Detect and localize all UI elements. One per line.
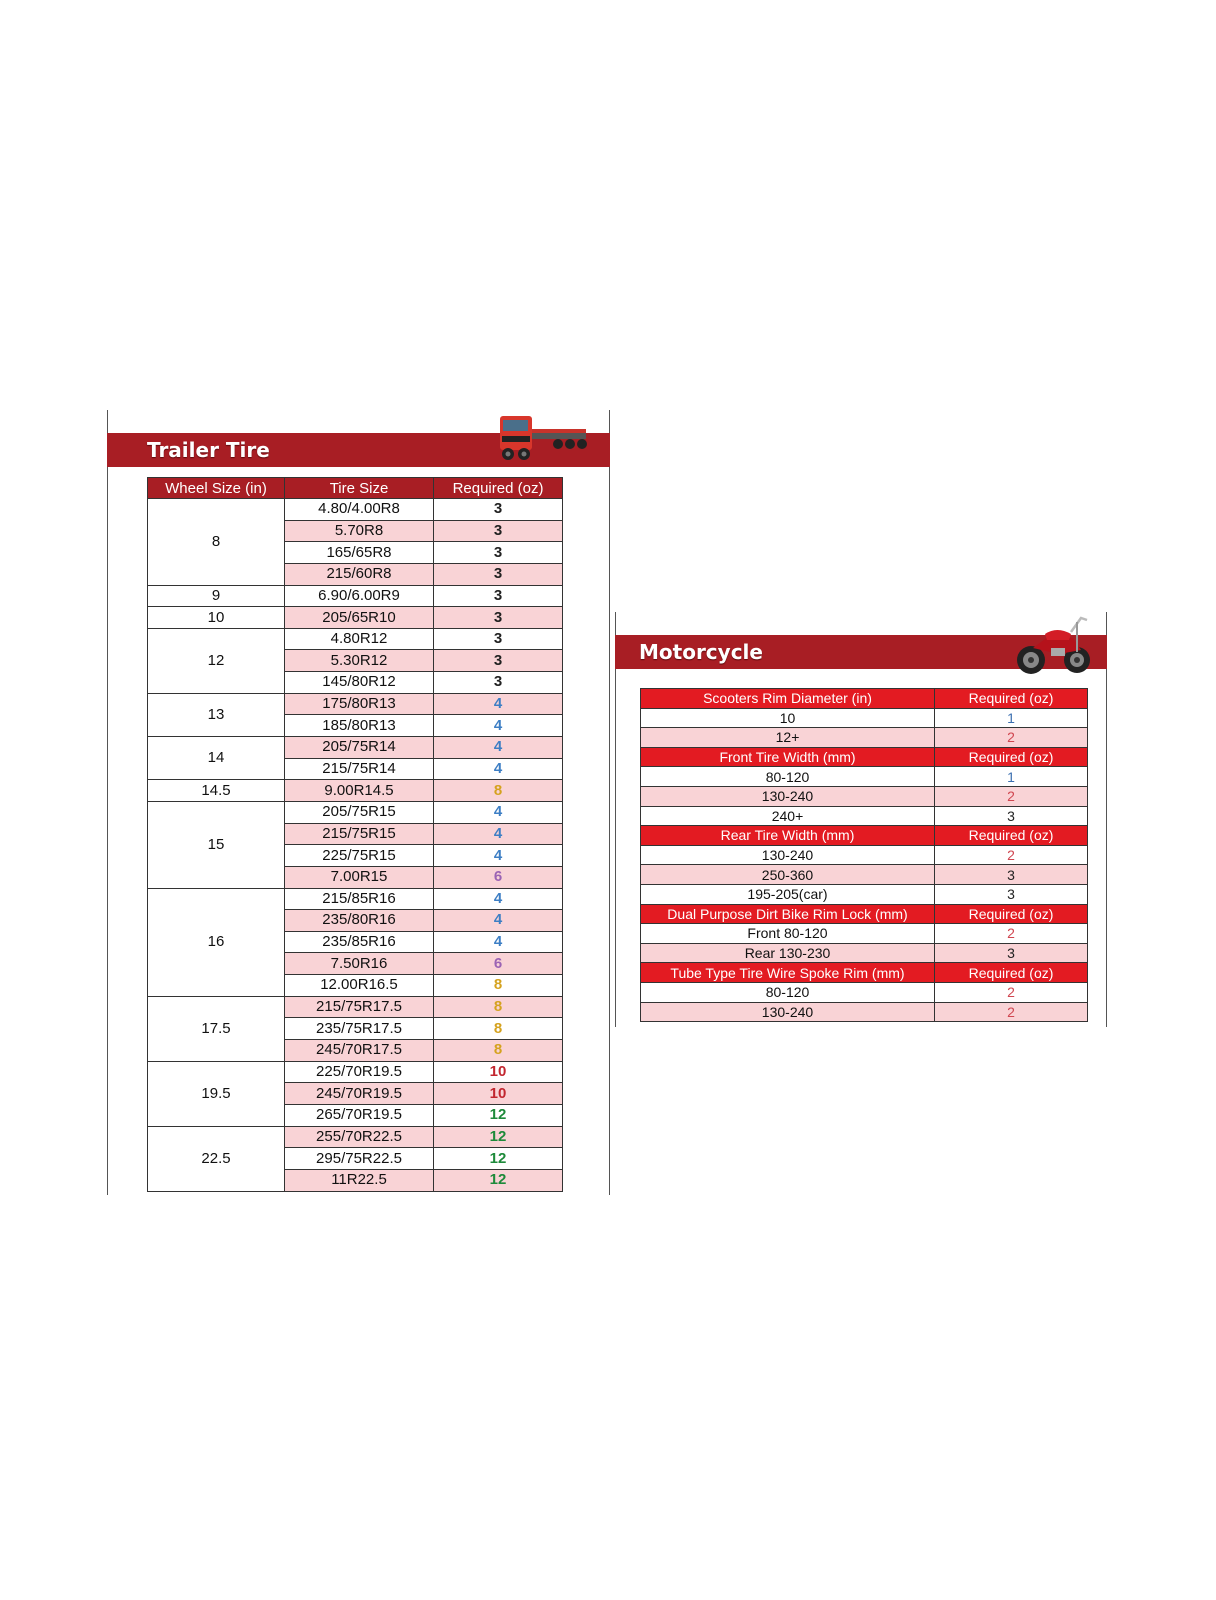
required-oz-cell: 10 [434,1083,563,1105]
required-oz-cell: 4 [434,888,563,910]
tire-size-cell: 6.90/6.00R9 [285,585,434,607]
required-oz-cell: 3 [935,806,1088,826]
table-row [641,728,1088,748]
size-cell: 10 [641,708,935,728]
required-oz-cell: 4 [434,737,563,759]
size-cell: 130-240 [641,845,935,865]
required-oz-cell: 12 [434,1169,563,1191]
wheel-size-cell: 22.5 [148,1126,285,1191]
tire-size-cell: 145/80R12 [285,672,434,694]
tire-size-cell: 9.00R14.5 [285,780,434,802]
size-cell: 80-120 [641,982,935,1002]
required-oz-cell: 6 [434,866,563,888]
required-oz-cell: 3 [434,585,563,607]
required-oz-cell: 6 [434,953,563,975]
required-oz-cell: 3 [935,884,1088,904]
required-oz-cell: 12 [434,1148,563,1170]
tire-size-header: Tire Size [285,478,434,499]
required-oz-cell: 3 [434,542,563,564]
tire-size-cell: 245/70R19.5 [285,1083,434,1105]
size-cell: 250-360 [641,865,935,885]
required-oz-cell: 3 [434,650,563,672]
section-label: Rear Tire Width (mm) [641,826,935,846]
required-oz-cell: 2 [935,982,1088,1002]
tire-size-cell: 5.30R12 [285,650,434,672]
moto-title: Motorcycle [639,640,763,664]
size-cell: 130-240 [641,786,935,806]
tire-size-cell: 165/65R8 [285,542,434,564]
tire-size-cell: 205/75R15 [285,801,434,823]
required-oz-cell: 1 [935,767,1088,787]
tire-size-cell: 7.00R15 [285,866,434,888]
section-required-label: Required (oz) [935,963,1088,983]
wheel-size-cell: 19.5 [148,1061,285,1126]
required-oz-cell: 4 [434,845,563,867]
wheel-size-cell: 17.5 [148,996,285,1061]
required-oz-cell: 8 [434,1040,563,1062]
section-label: Front Tire Width (mm) [641,747,935,767]
required-oz-cell: 2 [935,845,1088,865]
table-row [641,1002,1088,1022]
tire-size-cell: 4.80/4.00R8 [285,499,434,521]
required-header: Required (oz) [434,478,563,499]
trailer-tire-table [147,477,563,1192]
section-header-row [641,963,1088,983]
tire-size-cell: 215/75R17.5 [285,996,434,1018]
section-required-label: Required (oz) [935,904,1088,924]
required-oz-cell: 4 [434,931,563,953]
wheel-size-cell: 14.5 [148,780,285,802]
tire-size-cell: 215/75R14 [285,758,434,780]
tire-size-cell: 12.00R16.5 [285,975,434,997]
table-row [641,865,1088,885]
tire-size-cell: 245/70R17.5 [285,1040,434,1062]
table-row [641,786,1088,806]
size-cell: Rear 130-230 [641,943,935,963]
section-required-label: Required (oz) [935,826,1088,846]
section-header-row [641,747,1088,767]
table-row [148,1061,563,1083]
required-oz-cell: 4 [434,801,563,823]
required-oz-cell: 3 [935,943,1088,963]
tire-size-cell: 215/85R16 [285,888,434,910]
section-label: Scooters Rim Diameter (in) [641,689,935,709]
size-cell: 80-120 [641,767,935,787]
table-row [641,884,1088,904]
wheel-size-header: Wheel Size (in) [148,478,285,499]
table-row [641,708,1088,728]
tire-size-cell: 235/75R17.5 [285,1018,434,1040]
tire-size-cell: 255/70R22.5 [285,1126,434,1148]
motorcycle-table [640,688,1088,1022]
table-row [641,845,1088,865]
required-oz-cell: 8 [434,1018,563,1040]
required-oz-cell: 8 [434,996,563,1018]
table-row [148,1126,563,1148]
moto-panel-right-border [1106,612,1107,1027]
tire-size-cell: 205/75R14 [285,737,434,759]
tire-size-cell: 225/70R19.5 [285,1061,434,1083]
table-row [641,806,1088,826]
table-row [148,737,563,759]
wheel-size-cell: 15 [148,801,285,888]
tire-size-cell: 7.50R16 [285,953,434,975]
table-row [148,585,563,607]
wheel-size-cell: 13 [148,693,285,736]
trailer-title: Trailer Tire [147,438,270,462]
wheel-size-cell: 9 [148,585,285,607]
wheel-size-cell: 10 [148,607,285,629]
required-oz-cell: 4 [434,823,563,845]
size-cell: 195-205(car) [641,884,935,904]
table-row [148,693,563,715]
required-oz-cell: 1 [935,708,1088,728]
tire-size-cell: 295/75R22.5 [285,1148,434,1170]
required-oz-cell: 8 [434,780,563,802]
table-row [148,628,563,650]
tire-size-cell: 185/80R13 [285,715,434,737]
required-oz-cell: 2 [935,786,1088,806]
moto-panel-left-border [615,612,616,1027]
wheel-size-cell: 8 [148,499,285,586]
tire-size-cell: 11R22.5 [285,1169,434,1191]
tire-size-cell: 225/75R15 [285,845,434,867]
table-row [148,780,563,802]
required-oz-cell: 12 [434,1126,563,1148]
table-row [148,801,563,823]
required-oz-cell: 4 [434,693,563,715]
table-row [148,499,563,521]
wheel-size-cell: 14 [148,737,285,780]
required-oz-cell: 3 [935,865,1088,885]
required-oz-cell: 4 [434,715,563,737]
trailer-header-row [148,478,563,499]
table-row [641,924,1088,944]
size-cell: 12+ [641,728,935,748]
table-row [148,607,563,629]
tire-size-cell: 4.80R12 [285,628,434,650]
tire-size-cell: 235/85R16 [285,931,434,953]
size-cell: 240+ [641,806,935,826]
required-oz-cell: 3 [434,563,563,585]
required-oz-cell: 2 [935,924,1088,944]
section-required-label: Required (oz) [935,689,1088,709]
required-oz-cell: 3 [434,672,563,694]
required-oz-cell: 3 [434,607,563,629]
trailer-panel-right-border [609,410,610,1195]
wheel-size-cell: 16 [148,888,285,996]
required-oz-cell: 10 [434,1061,563,1083]
required-oz-cell: 3 [434,499,563,521]
section-header-row [641,904,1088,924]
table-row [148,888,563,910]
wheel-size-cell: 12 [148,628,285,693]
table-row [641,943,1088,963]
table-row [641,982,1088,1002]
section-header-row [641,689,1088,709]
tire-size-cell: 215/75R15 [285,823,434,845]
table-row [641,767,1088,787]
tire-size-cell: 5.70R8 [285,520,434,542]
tire-size-cell: 215/60R8 [285,563,434,585]
tire-size-cell: 175/80R13 [285,693,434,715]
trailer-panel-left-border [107,410,108,1195]
table-row [148,996,563,1018]
required-oz-cell: 3 [434,520,563,542]
required-oz-cell: 12 [434,1104,563,1126]
required-oz-cell: 3 [434,628,563,650]
tire-size-cell: 235/80R16 [285,910,434,932]
truck-icon [498,412,588,464]
size-cell: Front 80-120 [641,924,935,944]
required-oz-cell: 4 [434,910,563,932]
required-oz-cell: 8 [434,975,563,997]
required-oz-cell: 2 [935,1002,1088,1022]
tire-size-cell: 265/70R19.5 [285,1104,434,1126]
motorcycle-icon [1015,612,1095,678]
size-cell: 130-240 [641,1002,935,1022]
section-label: Dual Purpose Dirt Bike Rim Lock (mm) [641,904,935,924]
required-oz-cell: 4 [434,758,563,780]
section-label: Tube Type Tire Wire Spoke Rim (mm) [641,963,935,983]
section-required-label: Required (oz) [935,747,1088,767]
section-header-row [641,826,1088,846]
tire-size-cell: 205/65R10 [285,607,434,629]
required-oz-cell: 2 [935,728,1088,748]
